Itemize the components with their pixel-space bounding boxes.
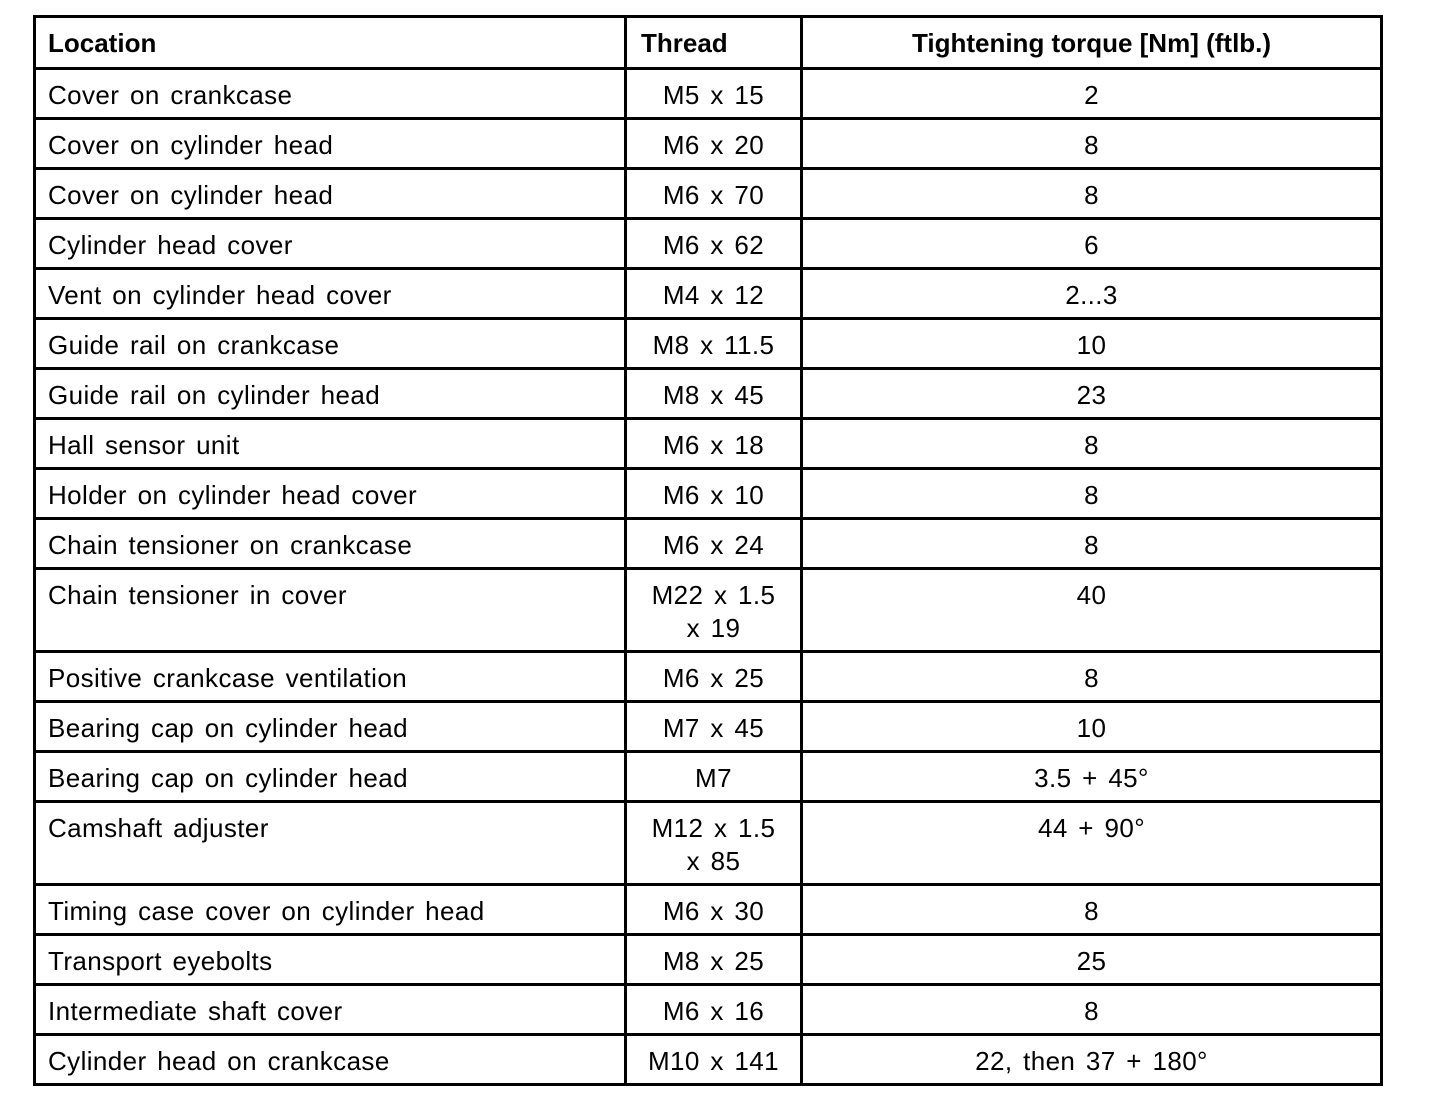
thread-cell: M8 x 45 xyxy=(626,369,802,419)
thread-cell: M8 x 11.5 xyxy=(626,319,802,369)
thread-cell: M6 x 20 xyxy=(626,119,802,169)
location-cell: Cylinder head cover xyxy=(35,219,626,269)
location-cell: Timing case cover on cylinder head xyxy=(35,885,626,935)
torque-cell: 10 xyxy=(802,319,1382,369)
table-row xyxy=(35,469,1382,519)
thread-cell: M22 x 1.5 x 19 xyxy=(626,569,802,652)
table-row xyxy=(35,119,1382,169)
torque-cell: 8 xyxy=(802,169,1382,219)
table-row xyxy=(35,269,1382,319)
torque-cell: 2 xyxy=(802,69,1382,119)
torque-cell: 6 xyxy=(802,219,1382,269)
torque-cell: 8 xyxy=(802,469,1382,519)
location-cell: Holder on cylinder head cover xyxy=(35,469,626,519)
table-row xyxy=(35,802,1382,885)
table-row xyxy=(35,219,1382,269)
thread-cell: M6 x 10 xyxy=(626,469,802,519)
location-cell: Guide rail on cylinder head xyxy=(35,369,626,419)
table-header-row xyxy=(35,17,1382,69)
table-row xyxy=(35,369,1382,419)
torque-cell: 3.5 + 45° xyxy=(802,752,1382,802)
torque-table xyxy=(33,15,1383,1086)
torque-cell: 8 xyxy=(802,652,1382,702)
thread-cell: M10 x 141 xyxy=(626,1035,802,1085)
torque-cell: 2...3 xyxy=(802,269,1382,319)
torque-cell: 40 xyxy=(802,569,1382,652)
torque-cell: 23 xyxy=(802,369,1382,419)
header-thread: Thread xyxy=(626,17,802,69)
thread-cell: M6 x 24 xyxy=(626,519,802,569)
location-cell: Chain tensioner in cover xyxy=(35,569,626,652)
header-torque: Tightening torque [Nm] (ftlb.) xyxy=(802,17,1382,69)
thread-cell: M8 x 25 xyxy=(626,935,802,985)
thread-cell: M7 x 45 xyxy=(626,702,802,752)
location-cell: Cover on cylinder head xyxy=(35,119,626,169)
thread-cell: M6 x 62 xyxy=(626,219,802,269)
thread-cell: M12 x 1.5 x 85 xyxy=(626,802,802,885)
table-row xyxy=(35,519,1382,569)
table-row xyxy=(35,652,1382,702)
table-row xyxy=(35,319,1382,369)
table-row xyxy=(35,885,1382,935)
torque-cell: 22, then 37 + 180° xyxy=(802,1035,1382,1085)
table-row xyxy=(35,69,1382,119)
table-row xyxy=(35,702,1382,752)
table-row xyxy=(35,1035,1382,1085)
thread-cell: M6 x 25 xyxy=(626,652,802,702)
torque-cell: 10 xyxy=(802,702,1382,752)
location-cell: Transport eyebolts xyxy=(35,935,626,985)
location-cell: Positive crankcase ventilation xyxy=(35,652,626,702)
table-row xyxy=(35,419,1382,469)
thread-cell: M6 x 18 xyxy=(626,419,802,469)
torque-cell: 8 xyxy=(802,985,1382,1035)
table-row xyxy=(35,169,1382,219)
location-cell: Cylinder head on crankcase xyxy=(35,1035,626,1085)
table-row xyxy=(35,569,1382,652)
location-cell: Bearing cap on cylinder head xyxy=(35,752,626,802)
torque-cell: 25 xyxy=(802,935,1382,985)
location-cell: Chain tensioner on crankcase xyxy=(35,519,626,569)
location-cell: Hall sensor unit xyxy=(35,419,626,469)
torque-cell: 8 xyxy=(802,419,1382,469)
table-row xyxy=(35,985,1382,1035)
torque-cell: 44 + 90° xyxy=(802,802,1382,885)
torque-cell: 8 xyxy=(802,519,1382,569)
table-row xyxy=(35,752,1382,802)
header-location: Location xyxy=(35,17,626,69)
thread-cell: M5 x 15 xyxy=(626,69,802,119)
table-row xyxy=(35,935,1382,985)
thread-cell: M6 x 70 xyxy=(626,169,802,219)
location-cell: Intermediate shaft cover xyxy=(35,985,626,1035)
thread-cell: M4 x 12 xyxy=(626,269,802,319)
torque-cell: 8 xyxy=(802,119,1382,169)
thread-cell: M6 x 16 xyxy=(626,985,802,1035)
thread-cell: M6 x 30 xyxy=(626,885,802,935)
thread-cell: M7 xyxy=(626,752,802,802)
location-cell: Guide rail on crankcase xyxy=(35,319,626,369)
location-cell: Vent on cylinder head cover xyxy=(35,269,626,319)
location-cell: Cover on cylinder head xyxy=(35,169,626,219)
torque-cell: 8 xyxy=(802,885,1382,935)
location-cell: Bearing cap on cylinder head xyxy=(35,702,626,752)
location-cell: Camshaft adjuster xyxy=(35,802,626,885)
location-cell: Cover on crankcase xyxy=(35,69,626,119)
